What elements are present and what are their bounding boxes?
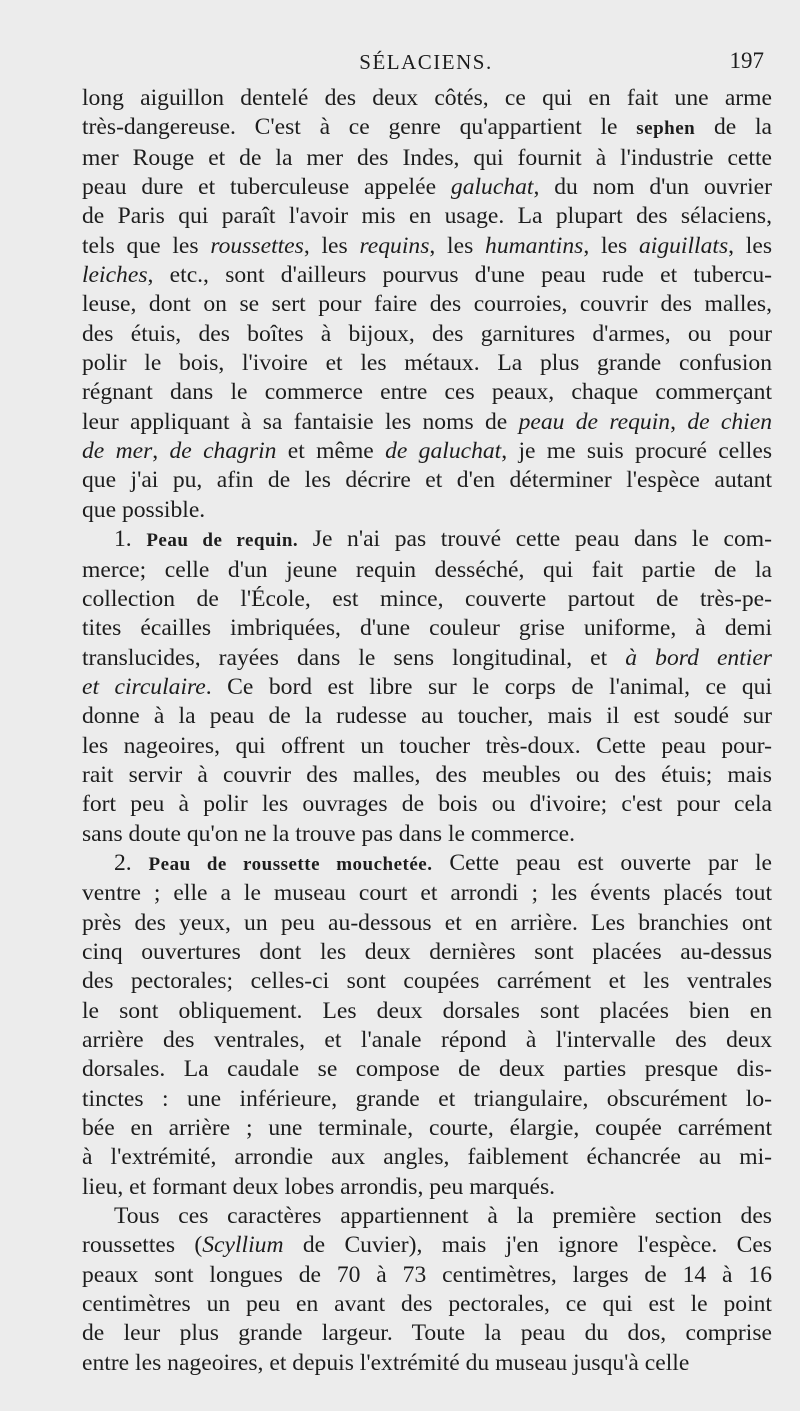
text-line	[82, 320, 772, 349]
text-line	[82, 144, 772, 173]
text-run: , du nom d'un ouvrier	[533, 174, 772, 201]
text-line	[82, 1026, 772, 1055]
text-line	[82, 997, 772, 1026]
text-line	[82, 496, 772, 525]
text-run: , les	[303, 232, 360, 259]
text-run: leuse, dont on se sert pour faire des courroies, couvrir des malles,	[82, 291, 772, 318]
text-run: , etc., sont d'ailleurs pourvus d'une peau rude et tubercu-	[147, 262, 772, 289]
italic-term: aiguillats	[638, 232, 729, 259]
text-line	[82, 1085, 772, 1114]
text-line	[82, 614, 772, 643]
text-line	[82, 466, 772, 495]
text-line	[82, 290, 772, 319]
text-line	[82, 261, 772, 290]
running-head	[86, 46, 766, 76]
text-run: Cette peau est ouverte par le	[432, 849, 773, 876]
italic-term: de chagrin	[169, 438, 277, 465]
text-line	[82, 909, 772, 938]
text-run: , je me suis procuré celles	[501, 438, 773, 465]
text-run: tinctes : une inférieure, grande et triangulaire, obscurément lo-	[82, 1085, 772, 1112]
text-run: Je n'ai pas trouvé cette peau dans le com-	[298, 526, 773, 553]
text-run: tels que les	[82, 232, 211, 259]
text-line	[82, 1261, 772, 1290]
text-line	[82, 938, 772, 967]
text-run: de Paris qui paraît l'avoir mis en usage. La plupart des sélaciens,	[82, 203, 772, 230]
text-run: lieu, et formant deux lobes arrondis, peu marqués.	[82, 1173, 556, 1200]
text-run: translucides, rayées dans le sens longitudinal, et	[82, 644, 626, 671]
text-line	[82, 232, 772, 261]
text-run: de Cuvier), mais j'en ignore l'espèce. Ces	[283, 1232, 772, 1259]
text-line	[82, 349, 772, 378]
text-run: sans doute qu'on ne la trouve pas dans le commerce.	[82, 820, 576, 847]
text-line	[82, 1173, 772, 1202]
text-line	[82, 1290, 772, 1319]
text-line	[82, 202, 772, 231]
text-run: rait servir à couvrir des malles, des meubles ou des étuis; mais	[82, 761, 772, 788]
text-run: roussettes (	[82, 1232, 203, 1259]
italic-term: humantins	[485, 232, 584, 259]
italic-term: roussettes	[210, 232, 304, 259]
text-line	[82, 173, 772, 202]
italic-term: requins	[359, 232, 430, 259]
text-line	[82, 849, 772, 879]
text-run: de leur plus grande largeur. Toute la peau du dos, comprise	[82, 1320, 772, 1347]
text-run: cinq ouvertures dont les deux dernières sont placées au-dessus	[82, 938, 772, 965]
text-run: de la	[695, 114, 773, 141]
text-line	[82, 644, 772, 673]
text-run: 1.	[114, 526, 147, 553]
text-run: bée en arrière ; une terminale, courte, élargie, coupée carrément	[82, 1115, 772, 1142]
text-line	[82, 556, 772, 585]
bold-heading: sephen	[636, 118, 696, 140]
text-run: ,	[152, 438, 170, 465]
text-run: polir le bois, l'ivoire et les métaux. La plus grande confusion	[82, 350, 772, 377]
text-run: et même	[276, 438, 386, 465]
text-line	[82, 702, 772, 731]
text-run: leur appliquant à sa fantaisie les noms de	[82, 408, 519, 435]
text-run: entre les nageoires, et depuis l'extrémité du museau jusqu'à celle	[82, 1349, 690, 1376]
text-line	[82, 1231, 772, 1260]
text-run: collection de l'École, est mince, couverte partout de très-pe-	[82, 585, 772, 612]
text-line	[82, 1114, 772, 1143]
text-run: 2.	[114, 849, 149, 876]
text-run: . Ce bord est libre sur le corps de l'animal, ce qui	[205, 673, 773, 700]
text-run: les nageoires, qui offrent un toucher très-doux. Cette peau pour-	[82, 732, 772, 759]
text-line	[82, 585, 772, 614]
text-run: peaux sont longues de 70 à 73 centimètres, larges de 14 à 16	[82, 1261, 772, 1288]
text-run: dorsales. La caudale se compose de deux parties presque dis-	[82, 1056, 772, 1083]
text-run: centimètres un peu en avant des pectorales, ce qui est le point	[82, 1291, 772, 1318]
text-run: merce; celle d'un jeune requin desséché, qui fait partie de la	[82, 556, 772, 583]
text-line	[82, 761, 772, 790]
paragraph-p3	[82, 849, 772, 1202]
text-run: à l'extrémité, arrondie aux angles, faiblement échancrée au mi-	[82, 1144, 772, 1171]
text-run: que j'ai pu, afin de les décrire et d'en déterminer l'espèce autant	[82, 467, 772, 494]
text-line	[82, 1143, 772, 1172]
paragraph-p1	[82, 84, 772, 525]
text-run: que possible.	[82, 496, 206, 523]
text-line	[82, 879, 772, 908]
text-line	[82, 820, 772, 849]
text-run: régnant dans le commerce entre ces peaux, chaque commerçant	[82, 379, 772, 406]
bold-heading: Peau de requin.	[146, 530, 299, 552]
text-run: tites écailles imbriquées, d'une couleur grise uniforme, à demi	[82, 615, 772, 642]
text-run: peau dure et tuberculeuse appelée	[82, 174, 451, 201]
italic-term: Scyllium	[202, 1232, 284, 1259]
text-line	[82, 408, 772, 437]
text-line	[82, 1202, 772, 1231]
text-run: près des yeux, un peu au-dessous et en arrière. Les branchies ont	[82, 909, 772, 936]
text-line	[82, 378, 772, 407]
text-run: , les	[728, 232, 773, 259]
paragraph-p4	[82, 1202, 772, 1378]
text-line	[82, 113, 772, 143]
text-line	[82, 1055, 772, 1084]
body-text	[82, 84, 772, 1378]
text-run: long aiguillon dentelé des deux côtés, ce qui en fait une arme	[82, 85, 772, 111]
text-line	[82, 732, 772, 761]
text-line	[82, 673, 772, 702]
italic-term: de galuchat	[385, 438, 502, 465]
text-line	[82, 1349, 772, 1378]
italic-term: de chien	[687, 408, 773, 435]
text-run: , les	[429, 232, 486, 259]
italic-term: et circulaire	[82, 673, 206, 700]
text-run: donne à la peau de la rudesse au toucher, mais il est soudé sur	[82, 703, 772, 730]
text-line	[82, 84, 772, 113]
italic-term: galuchat	[450, 174, 534, 201]
text-run: des étuis, des boîtes à bijoux, des garnitures d'armes, ou pour	[82, 320, 772, 347]
text-run: ,	[670, 408, 688, 435]
text-run: fort peu à polir les ouvrages de bois ou d'ivoire; c'est pour cela	[82, 791, 772, 818]
text-line	[82, 1319, 772, 1348]
text-run: le sont obliquement. Les deux dorsales sont placées bien en	[82, 997, 772, 1024]
italic-term: peau de requin	[518, 408, 671, 435]
text-line	[82, 790, 772, 819]
text-line	[82, 525, 772, 555]
text-run: mer Rouge et de la mer des Indes, qui fournit à l'industrie cette	[82, 144, 772, 171]
text-line	[82, 437, 772, 466]
text-run: , les	[583, 232, 639, 259]
running-title: SÉLACIENS.	[359, 50, 493, 74]
text-run: très-dangereuse. C'est à ce genre qu'appartient le	[82, 114, 637, 141]
bold-heading: Peau de roussette mouchetée.	[148, 853, 433, 875]
page-number: 197	[729, 48, 764, 73]
text-run: Tous ces caractères appartiennent à la première section des	[114, 1203, 772, 1230]
text-run: ventre ; elle a le museau court et arrondi ; les évents placés tout	[82, 880, 772, 907]
paragraph-p2	[82, 525, 772, 849]
text-run: des pectorales; celles-ci sont coupées carrément et les ventrales	[82, 968, 772, 995]
italic-term: de mer	[82, 438, 153, 465]
italic-term: leiches	[82, 262, 148, 289]
italic-term: à bord entier	[625, 644, 772, 671]
text-run: arrière des ventrales, et l'anale répond à l'intervalle des deux	[82, 1027, 772, 1053]
text-line	[82, 967, 772, 996]
